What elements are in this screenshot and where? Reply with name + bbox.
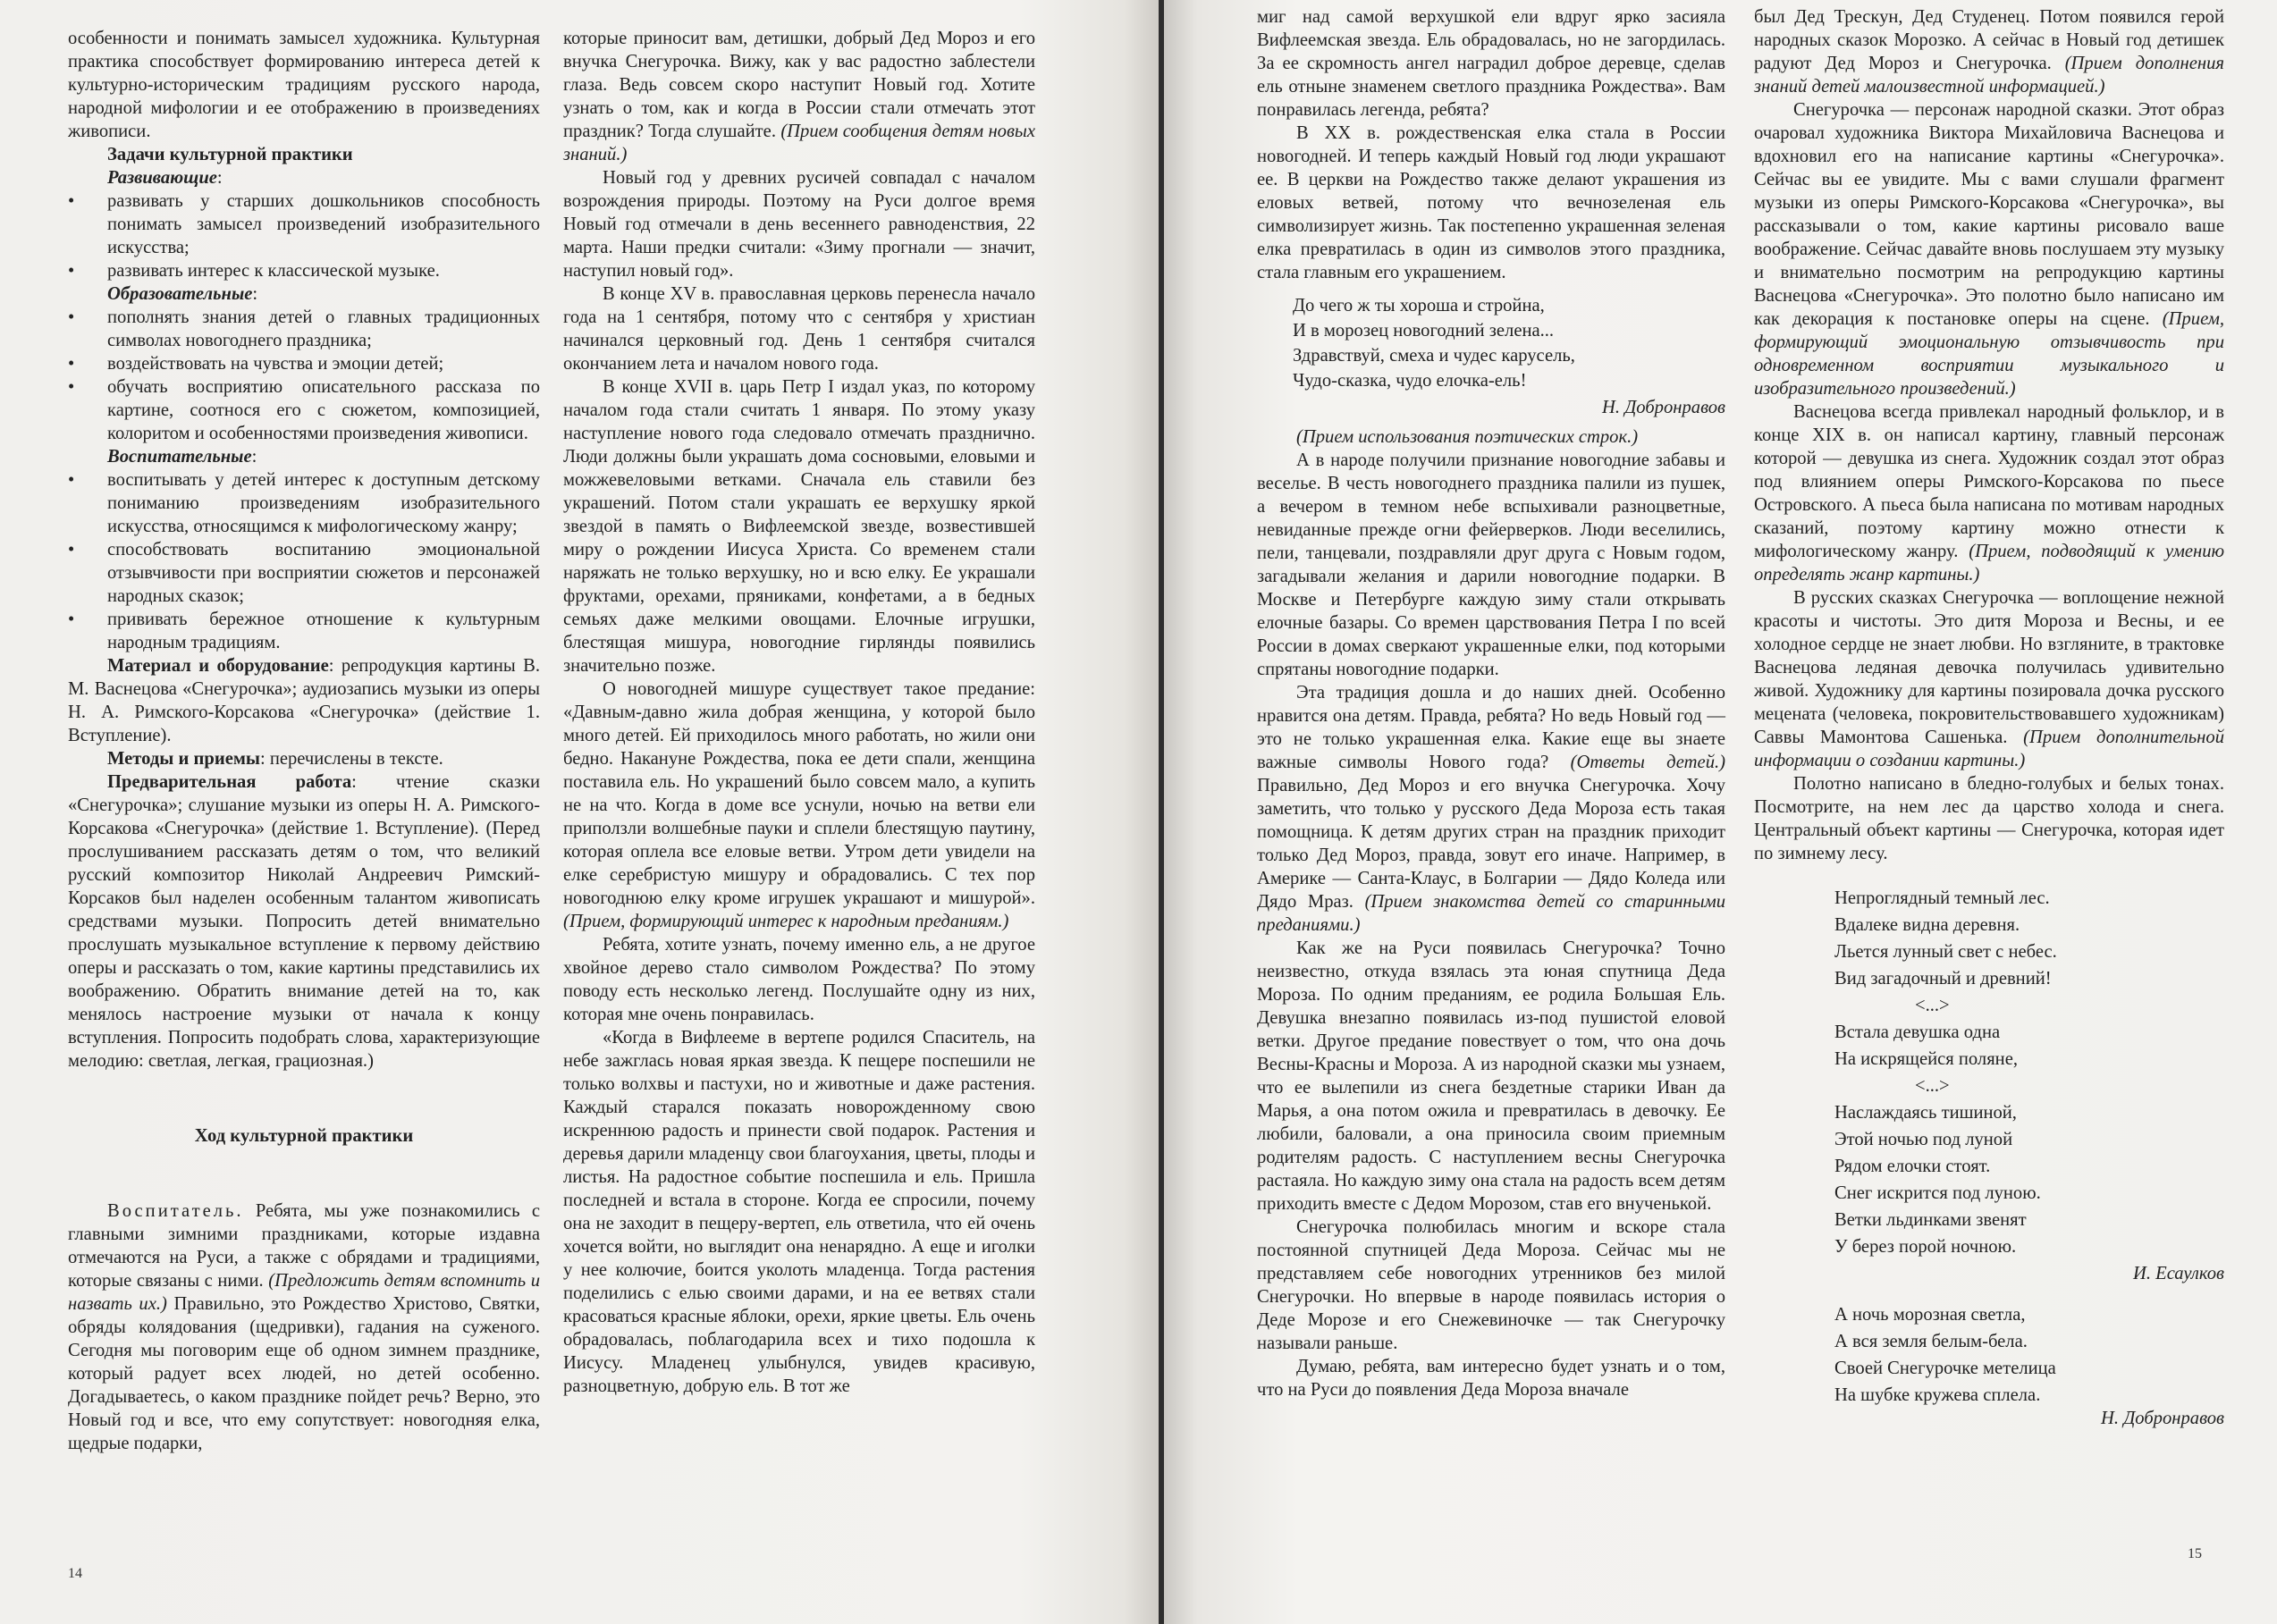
list-item-text: развивать у старших дошкольников способность понимать замысел произведений изобразительного искусства;: [107, 191, 540, 257]
list-item: • развивать у старших дошкольников способность понимать замысел произведений изобразительного искусства;: [68, 191, 540, 257]
col3-paragraph-1: миг над самой верхушкой ели вдруг ярко засияла Вифлеемская звезда. Ель обрадовалась, но не загордилась. За ее скромность ангел наградил доброе деревце, сделав ель отныне знаменем светлого праздника Рождества». Вам понравилась легенда, ребята?: [1257, 7, 1725, 120]
col3-paragraph-5: Как же на Руси появилась Снегурочка? Точно неизвестно, откуда взялась эта юная спутница Деда Мороза. По одним преданиям, ее родила Большая Ель. Девушка внезапно появилась из-под пушистой еловой ветки. Другое предание повествует о том, что она дочь Весны-Красны и Мороза. А из народной сказки мы узнаем, что ее вылепили из снега бездетные старики Иван да Марья, а она потом ожила и превратилась в девочку. Ее любили, баловали, а она приносила своим приемным родителям радость. С наступлением весны Снегурочка растаяла. Но каждую зиму она стала на радость всем детям приходить вместе с Дедом Морозом, став его внученькой.: [1257, 938, 1725, 1214]
poem-esaulkov: [1834, 885, 2224, 1432]
list-item: • прививать бережное отношение к культурным народным традициям.: [68, 610, 540, 652]
poem-line: Снег искрится под луною.: [1834, 1183, 2041, 1203]
method-note: (Прием, формирующий интерес к народным преданиям.): [563, 912, 1009, 931]
page-number-left: 14: [68, 1566, 82, 1581]
col4-paragraph-2: [1754, 98, 2224, 400]
dev-heading: Развивающие: [107, 168, 217, 188]
col2-paragraph-7: «Когда в Вифлееме в вертепе родился Спаситель, на небе зажглась новая яркая звезда. К пещере поспешили не только волхвы и пастухи, но и животные и даже растения. Каждый старался показать новорожденному свою искреннюю радость и принести свой подарок. Растения и деревья дарили младенцу свои благоухания, цветы, плоды и листья. На радостное событие поспешила и ель. Пришла последней и встала в стороне. Когда ее спросили, почему она не заходит в пещеру-вертеп, ель ответила, что ей очень хочется войти, но выглядит она ненарядно. А еще и иголки у нее колючие, боится уколоть младенца. Тогда растения поделились с елью своими дарами, и на ее ветвях стали красоваться красные яблоки, орехи, яркие цветы. Ель очень обрадовалась, поблагодарила всех и тихо подошла к Иисусу. Младенец улыбнулся, увидев красивую, разноцветную, добрую ель. В тот же: [563, 1028, 1035, 1396]
list-item: • пополнять знания детей о главных традиционных символах новогоднего праздника;: [68, 307, 540, 350]
tasks-heading: Задачи культурной практики: [107, 145, 353, 164]
col4-paragraph-3: [1754, 400, 2224, 586]
poem-ellipsis: <...>: [1915, 996, 1950, 1015]
course-heading: Ход культурной практики: [194, 1126, 414, 1146]
col3-paragraph-7: Думаю, ребята, вам интересно будет узнать и о том, что на Руси до появления Деда Мороза вначале: [1257, 1357, 1725, 1400]
poem-line: И в морозец новогодний зелена...: [1293, 321, 1555, 341]
col2-paragraph-1: [563, 27, 1035, 166]
methods-paragraph: [68, 747, 540, 770]
col2-paragraph-4: В конце XVII в. царь Петр I издал указ, по которому началом года стали считать 1 января. По этому указу наступление нового года следовало отмечать празднично. Люди должны были украшать дома сосновыми, еловыми и можжевеловыми ветками. Сначала ель ставили без украшений. Потом стали украшать ее верхушку яркой звездой в память о Вифлеемской звезде, возвестившей миру о рождении Иисуса Христа. Со временем стали наряжать не только верхушку, но и всю елку. Ее украшали фруктами, орехами, пряниками, конфетами, а в бедных семьях даже мелкими овощами. Елочные игрушки, блестящая мишура, новогодние гирлянды появились значительно позже.: [563, 377, 1035, 676]
teacher-text: Ребята, мы уже познакомились с главными зимними праздниками, которые издавна отмечаются на Руси, а также с обрядами и традициями, которые связаны с ними.: [68, 1201, 540, 1291]
method-note: (Прием, формирующий эмоциональную отзывчивость при одновременном восприятии музыкального и изобразительного произведений.): [1754, 309, 2224, 399]
paragraph-text: Васнецова всегда привлекал народный фольклор, и в конце XIX в. он написал картину, главный персонаж которой — девушка из снега. Художник создал этот образ под влиянием оперы Римского-Корсакова по пьесе Островского. А пьеса была написана по мотивам народных сказаний, поэтому картину можно отнести к мифологическому жанру.: [1754, 402, 2224, 561]
teacher-label: Воспитатель.: [107, 1201, 244, 1221]
materials-paragraph: [68, 654, 540, 747]
list-item-text: воспитывать у детей интерес к доступным детскому пониманию произведениям изобразительного искусства, относящимся к мифологическому жанру;: [107, 470, 540, 536]
col2-paragraph-6: Ребята, хотите узнать, почему именно ель, а не другое хвойное дерево стало символом Рождества? По этому поводу есть несколько легенд. Послушайте одну из них, которая мне очень понравилась.: [563, 935, 1035, 1024]
list-item: • обучать восприятию описательного рассказа по картине, соотнося его с сюжетом, композицией, колоритом и особенностями произведения живописи.: [68, 377, 540, 443]
paragraph-text: Снегурочка — персонаж народной сказки. Этот образ очаровал художника Виктора Михайловича Васнецова и вдохновил его на написание картины «Снегурочка». Сейчас вы ее увидите. Мы с вами слушали фрагмент музыки из оперы Римского-Корсакова «Снегурочка», вы рассказывали о том, какие картины рисовало ваше воображение. Сейчас давайте вновь послушаем эту музыку и внимательно посмотрим на репродукцию картины Васнецова «Снегурочка». Это полотно было написано им как декорация к постановке оперы на сцене.: [1754, 100, 2224, 329]
method-note: (Прием дополнительной информации о создании картины.): [1754, 728, 2224, 770]
list-item-text: воздействовать на чувства и эмоции детей;: [107, 354, 444, 374]
poem-gap: [1834, 1287, 2224, 1301]
list-item: • воздействовать на чувства и эмоции детей;: [68, 352, 540, 375]
poem-line: Своей Снегурочке метелица: [1834, 1359, 2056, 1378]
poem-line: Наслаждаясь тишиной,: [1834, 1103, 2017, 1123]
prelim-paragraph: [68, 770, 540, 1073]
col4-paragraph-5: Полотно написано в бледно-голубых и белых тонах. Посмотрите, на нем лес да царство холода и снега. Центральный объект картины — Снегурочка, которая идет по зимнему лесу.: [1754, 774, 2224, 863]
materials-text: : репродукция картины В. М. Васнецова «Снегурочка»; аудиозапись музыки из оперы Н. А. Римского-Корсакова «Снегурочка» (действие 1. Вступление).: [68, 656, 541, 745]
page-number-right: 15: [2188, 1546, 2202, 1561]
materials-label: Материал и оборудование: [107, 656, 329, 676]
paragraph-text: О новогодней мишуре существует такое предание: «Давным-давно жила добрая женщина, у которой было много детей. Ей приходилось много работать, но жили они бедно. Накануне Рождества, пока ее дети спали, женщина поставила ель. Но украшений было совсем мало, а купить не на что. Когда в доме все уснули, ночью на ветви ели приползли волшебные пауки и сплели блестящую паутину, которая оплела все еловые ветви. Утром дети увидели на елке серебристую мишуру и обрадовались. С тех пор новогоднюю елку кроме игрушек украшают и мишурой».: [563, 679, 1035, 908]
teacher-note: (Предложить детям вспомнить и назвать их.): [68, 1271, 541, 1314]
paragraph-text: Эта традиция дошла и до наших дней. Особенно нравится она детям. Правда, ребята? Но ведь Новый год — это не только украшенная елка. Какие еще вы знаете важные символы Нового года?: [1257, 683, 1725, 772]
teacher-paragraph: [68, 1199, 540, 1455]
poem-ellipsis: <...>: [1915, 1076, 1950, 1096]
dev-heading-line: Развивающие:: [107, 168, 223, 188]
list-item-text: способствовать воспитанию эмоциональной отзывчивости при восприятии сюжетов и персонажей народных сказок;: [107, 540, 540, 606]
method-note: (Прием, подводящий к умению определять жанр картины.): [1754, 542, 2225, 585]
poem-line: Рядом елочки стоят.: [1834, 1157, 1991, 1176]
col3-paragraph-2: В XX в. рождественская елка стала в России новогодней. И теперь каждый Новый год люди украшают ее. В церкви на Рождество также делают украшения из еловых ветвей, потому что вечнозеленая ель символизирует жизнь. Так постепенно украшенная зеленая елка превратилась в один из символов этого праздника, стала главным его украшением.: [1257, 123, 1725, 282]
answer-note: (Ответы детей.): [1570, 753, 1725, 772]
poem-line: Этой ночью под луной: [1834, 1130, 2013, 1149]
poem-line: Льется лунный свет с небес.: [1834, 942, 2057, 962]
right-page: [1164, 0, 2277, 1624]
col2-paragraph-3: В конце XV в. православная церковь перенесла начало года на 1 сентября, потому что с сентября у христиан начинался церковный год. День 1 сентября считался окончанием лета и началом нового года.: [563, 284, 1035, 374]
col4-paragraph-4: [1754, 586, 2224, 772]
method-note: (Прием знакомства детей со старинными преданиями.): [1257, 892, 1726, 935]
poem-line: А ночь морозная светла,: [1834, 1305, 2026, 1325]
methods-text: : перечислены в тексте.: [259, 749, 443, 769]
prelim-label: Предварительная работа: [107, 772, 352, 792]
edu-heading-line: Образовательные:: [107, 284, 258, 304]
list-item: • способствовать воспитанию эмоциональной отзывчивости при восприятии сюжетов и персонажей народных сказок;: [68, 540, 540, 606]
left-page-column-1: [68, 27, 540, 1455]
poem-line: Вдалеке видна деревня.: [1834, 915, 2020, 935]
poem-author: Н. Добронравов: [1602, 398, 1725, 417]
edu-heading: Образовательные: [107, 284, 253, 304]
vos-heading: Воспитательные: [107, 447, 252, 467]
paragraph-text: был Дед Трескун, Дед Студенец. Потом появился герой народных сказок Морозко. А сейчас в Новый год детишек радуют Дед Мороз и Снегурочка.: [1754, 7, 2224, 73]
list-item-text: развивать интерес к классической музыке.: [107, 261, 440, 281]
intro-paragraph: особенности и понимать замысел художника. Культурная практика способствует формированию интереса детей к культурно-историческим традициям русского народа, народной мифологии и ее отображению в произведениях живописи.: [68, 29, 540, 141]
poem-line: А вся земля белым-бела.: [1834, 1332, 2028, 1351]
list-item-text: пополнять знания детей о главных традиционных символах новогоднего праздника;: [107, 307, 540, 350]
poem-line: До чего ж ты хороша и стройна,: [1293, 296, 1545, 316]
vos-heading-line: Воспитательные:: [107, 447, 257, 467]
poem-line: Здравствуй, смеха и чудес карусель,: [1293, 346, 1575, 366]
list-item-text: обучать восприятию описательного рассказа по картине, соотнося его с сюжетом, композицией, колоритом и особенностями произведения живописи.: [107, 377, 540, 443]
list-item-text: прививать бережное отношение к культурным народным традициям.: [107, 610, 540, 652]
poem-line: Непроглядный темный лес.: [1834, 888, 2050, 908]
poem-author: И. Есаулков: [2132, 1264, 2224, 1283]
poem-line: Чудо-сказка, чудо елочка-ель!: [1293, 371, 1527, 391]
poem-line: У берез порой ночною.: [1834, 1237, 2017, 1257]
right-page-column-2: [1754, 5, 2224, 1432]
list-item: • воспитывать у детей интерес к доступным детскому пониманию произведениям изобразительного искусства, относящимся к мифологическому жанру;: [68, 470, 540, 536]
poem-line: Встала девушка одна: [1834, 1022, 2001, 1042]
col3-paragraph-6: Снегурочка полюбилась многим и вскоре стала постоянной спутницей Деда Мороза. Сейчас мы не представляем себе новогодних утренников без милой Снегурочки. Но впервые в народе появилась история о Деде Морозе и его Снежевиночке — так Снегурочку называли раньше.: [1257, 1217, 1725, 1353]
prelim-text: : чтение сказки «Снегурочка»; слушание музыки из оперы Н. А. Римского-Корсакова «Снегурочка» (действие 1. Вступление). (Перед прослушиванием рассказать детям о том, что великий русский композитор Николай Андреевич Римский-Корсаков был наделен особенным талантом живописать средствами музыки. Попросить детей внимательно прослушать музыкальное вступление к первому действию оперы и рассказать о том, какие картины представились их воображению. Обратить внимание детей на то, как менялось настроение музыки от начала к концу вступления. Попросить подобрать слова, характеризующие мелодию: светлая, легкая, грациозная.): [68, 772, 540, 1071]
poem-line: Ветки льдинками звенят: [1834, 1210, 2027, 1230]
col4-paragraph-1: [1754, 5, 2224, 98]
method-note: (Прием сообщения детям новых знаний.): [563, 122, 1035, 164]
poem-line: На шубке кружева сплела.: [1834, 1385, 2041, 1405]
list-item: • развивать интерес к классической музыке.: [68, 259, 540, 282]
left-page-column-2: [563, 27, 1035, 1398]
poem-method-note: (Прием использования поэтических строк.): [1296, 427, 1639, 447]
poem-line: Вид загадочный и древний!: [1834, 969, 2052, 989]
poem-line: На искрящейся поляне,: [1834, 1049, 2018, 1069]
method-note: (Прием дополнения знаний детей малоизвестной информацией.): [1754, 54, 2224, 97]
teacher-text-2: Правильно, это Рождество Христово, Святки, обряды колядования (щедривки), гадания на суженого. Сегодня мы поговорим еще об одном зимнем празднике, который радует всех людей, но детей особенно. Догадываетесь, о каком празднике пойдет речь? Верно, это Новый год и все, что ему сопутствует: новогодняя елка, щедрые подарки,: [68, 1294, 540, 1453]
methods-label: Методы и приемы: [107, 749, 260, 769]
paragraph-text: которые приносит вам, детишки, добрый Дед Мороз и его внучка Снегурочка. Вижу, как у вас радостно заблестели глаза. Ведь совсем скоро наступит Новый год. Хотите узнать о том, как и когда в России стали отмечать этот праздник? Тогда слушайте.: [563, 29, 1035, 141]
col2-paragraph-5: [563, 677, 1035, 933]
poem-dobronravov-1: [1293, 293, 1725, 420]
right-page-column-1: [1257, 5, 1725, 1401]
paragraph-text-2: Правильно, Дед Мороз и его внучка Снегурочка. Хочу заметить, что только у русского Деда Мороза есть такая помощница. К детям других стран на праздник приходит только Дед Мороз, правда, зовут его иначе. Например, в Америке — Санта-Клаус, в Болгарии — Дядо Коледа или Дядо Мраз.: [1257, 776, 1725, 912]
poem-author: Н. Добронравов: [2101, 1409, 2224, 1428]
col2-paragraph-2: Новый год у древних русичей совпадал с началом возрождения природы. Поэтому на Руси долгое время Новый год отмечали в день весеннего равноденствия, 22 марта. Наши предки считали: «Зиму прогнали — значит, наступил новый год».: [563, 168, 1035, 281]
paragraph-text: В русских сказках Снегурочка — воплощение нежной красоты и чистоты. Это дитя Мороза и Весны, и ее холодное сердце не знает любви. Но взгляните, в трактовке Васнецова ледяная девочка получилась удивительно живой. Художнику для картины позировала дочка русского мецената (человека, покровительствовавшего художникам) Саввы Мамонтова Сашенька.: [1754, 588, 2224, 747]
col3-paragraph-3: А в народе получили признание новогодние забавы и веселье. В честь новогоднего праздника палили из пушек, а вечером в темном небе вспыхивали разноцветные, невиданные прежде огни фейерверков. Люди веселились, пели, танцевали, поздравляли друг друга с Новым годом, загадывали желания и дарили новогодние подарки. В Москве и Петербурге каждую зиму стали открывать елочные базары. Со времен царствования Петра I по всей России в домах сверкают украшенные елки, под которыми спрятаны новогодние подарки.: [1257, 450, 1725, 679]
col3-paragraph-4: [1257, 681, 1725, 937]
